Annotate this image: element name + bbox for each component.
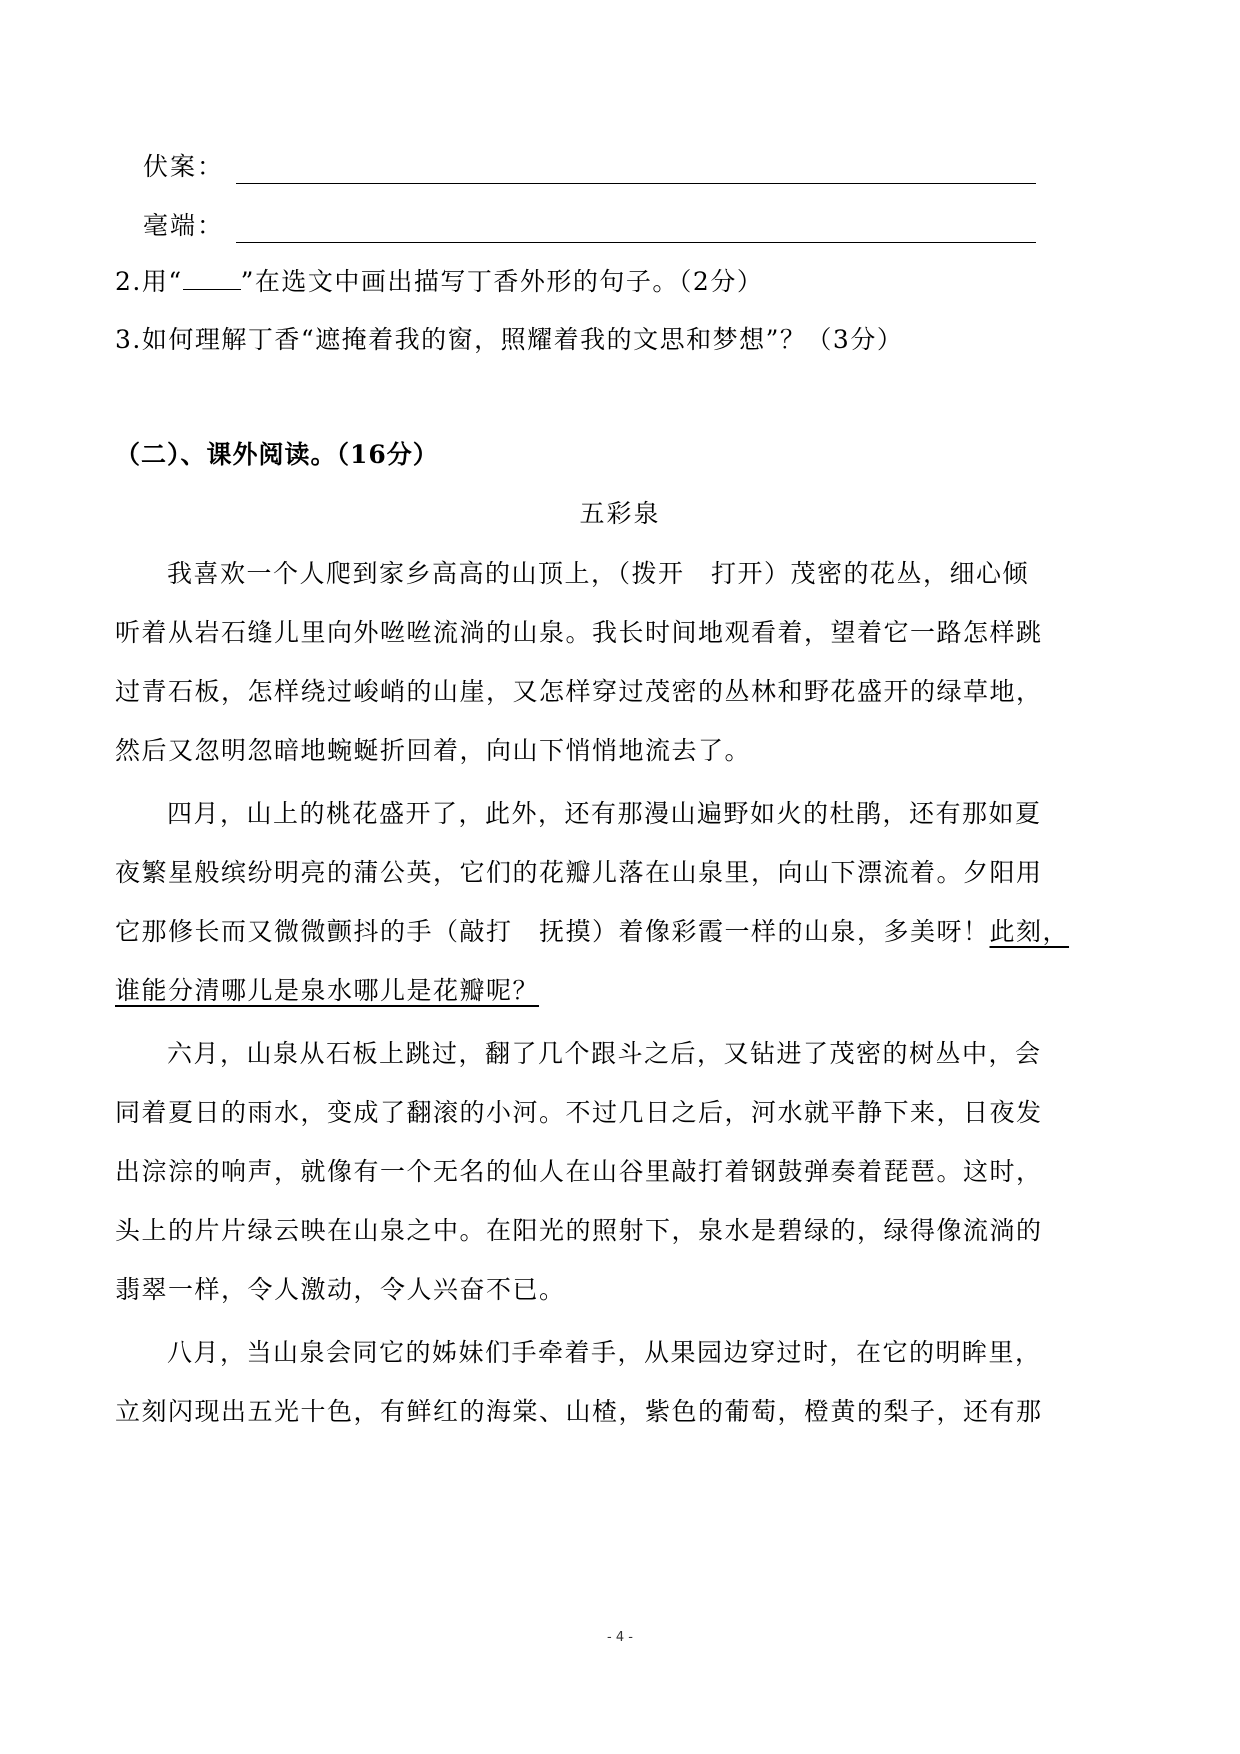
- underline-sample-blank: [183, 267, 241, 290]
- article-line: 立刻闪现出五光十色，有鲜红的海棠、山楂，紫色的葡萄，橙黄的梨子，还有那: [115, 1397, 1043, 1426]
- answer-blank-line[interactable]: [236, 161, 1036, 184]
- vocab-row-fuan: [143, 150, 1036, 184]
- article-line: 我喜欢一个人爬到家乡高高的山顶上，（拨开 打开）茂密的花丛，细心倾: [167, 559, 1030, 588]
- page-number: - 4 -: [607, 1630, 633, 1645]
- article-line: [115, 974, 539, 1008]
- article-title: 五彩泉: [579, 499, 661, 528]
- article-line: 过青石板，怎样绕过峻峭的山崖，又怎样穿过茂密的丛林和野花盛开的绿草地，: [115, 677, 1043, 706]
- vocab-label: 伏案：: [143, 152, 225, 181]
- answer-blank-line[interactable]: [236, 220, 1036, 243]
- article-line: 出淙淙的响声，就像有一个无名的仙人在山谷里敲打着钢鼓弹奏着琵琶。这时，: [115, 1157, 1043, 1186]
- section-heading: （二）、课外阅读。（16分）: [115, 440, 439, 469]
- article-line: 同着夏日的雨水，变成了翻滚的小河。不过几日之后，河水就平静下来，日夜发: [115, 1098, 1043, 1127]
- question-2-prefix: 2.用“: [115, 267, 183, 296]
- question-2: [115, 265, 763, 299]
- article-line: 头上的片片绿云映在山泉之中。在阳光的照射下，泉水是碧绿的，绿得像流淌的: [115, 1216, 1043, 1245]
- article-line: 六月，山泉从石板上跳过，翻了几个跟斗之后，又钻进了茂密的树丛中，会: [167, 1039, 1042, 1068]
- underlined-sentence-start: 此刻，: [989, 917, 1070, 946]
- article-line: 四月，山上的桃花盛开了，此外，还有那漫山遍野如火的杜鹃，还有那如夏: [167, 799, 1042, 828]
- underlined-sentence-end: 谁能分清哪儿是泉水哪儿是花瓣呢？: [115, 976, 540, 1005]
- vocab-row-haoduan: [143, 209, 1036, 243]
- article-line: 听着从岩石缝儿里向外咝咝流淌的山泉。我长时间地观看着，望着它一路怎样跳: [115, 618, 1043, 647]
- article-line: 然后又忽明忽暗地蜿蜒折回着，向山下悄悄地流去了。: [115, 736, 752, 765]
- vocab-label: 毫端：: [143, 211, 225, 240]
- article-line: 夜繁星般缤纷明亮的蒲公英，它们的花瓣儿落在山泉里，向山下漂流着。夕阳用: [115, 858, 1043, 887]
- article-line: 八月，当山泉会同它的姊妹们手牵着手，从果园边穿过时，在它的明眸里，: [167, 1338, 1042, 1367]
- article-line-text: 它那修长而又微微颤抖的手（敲打 抚摸）着像彩霞一样的山泉，多美呀！: [115, 917, 990, 946]
- article-line: [115, 915, 1069, 949]
- question-2-suffix: ”在选文中画出描写丁香外形的句子。（2分）: [240, 267, 764, 296]
- article-line: 翡翠一样，令人激动，令人兴奋不已。: [115, 1275, 566, 1304]
- question-3: 3.如何理解丁香“遮掩着我的窗，照耀着我的文思和梦想”？（3分）: [115, 325, 904, 354]
